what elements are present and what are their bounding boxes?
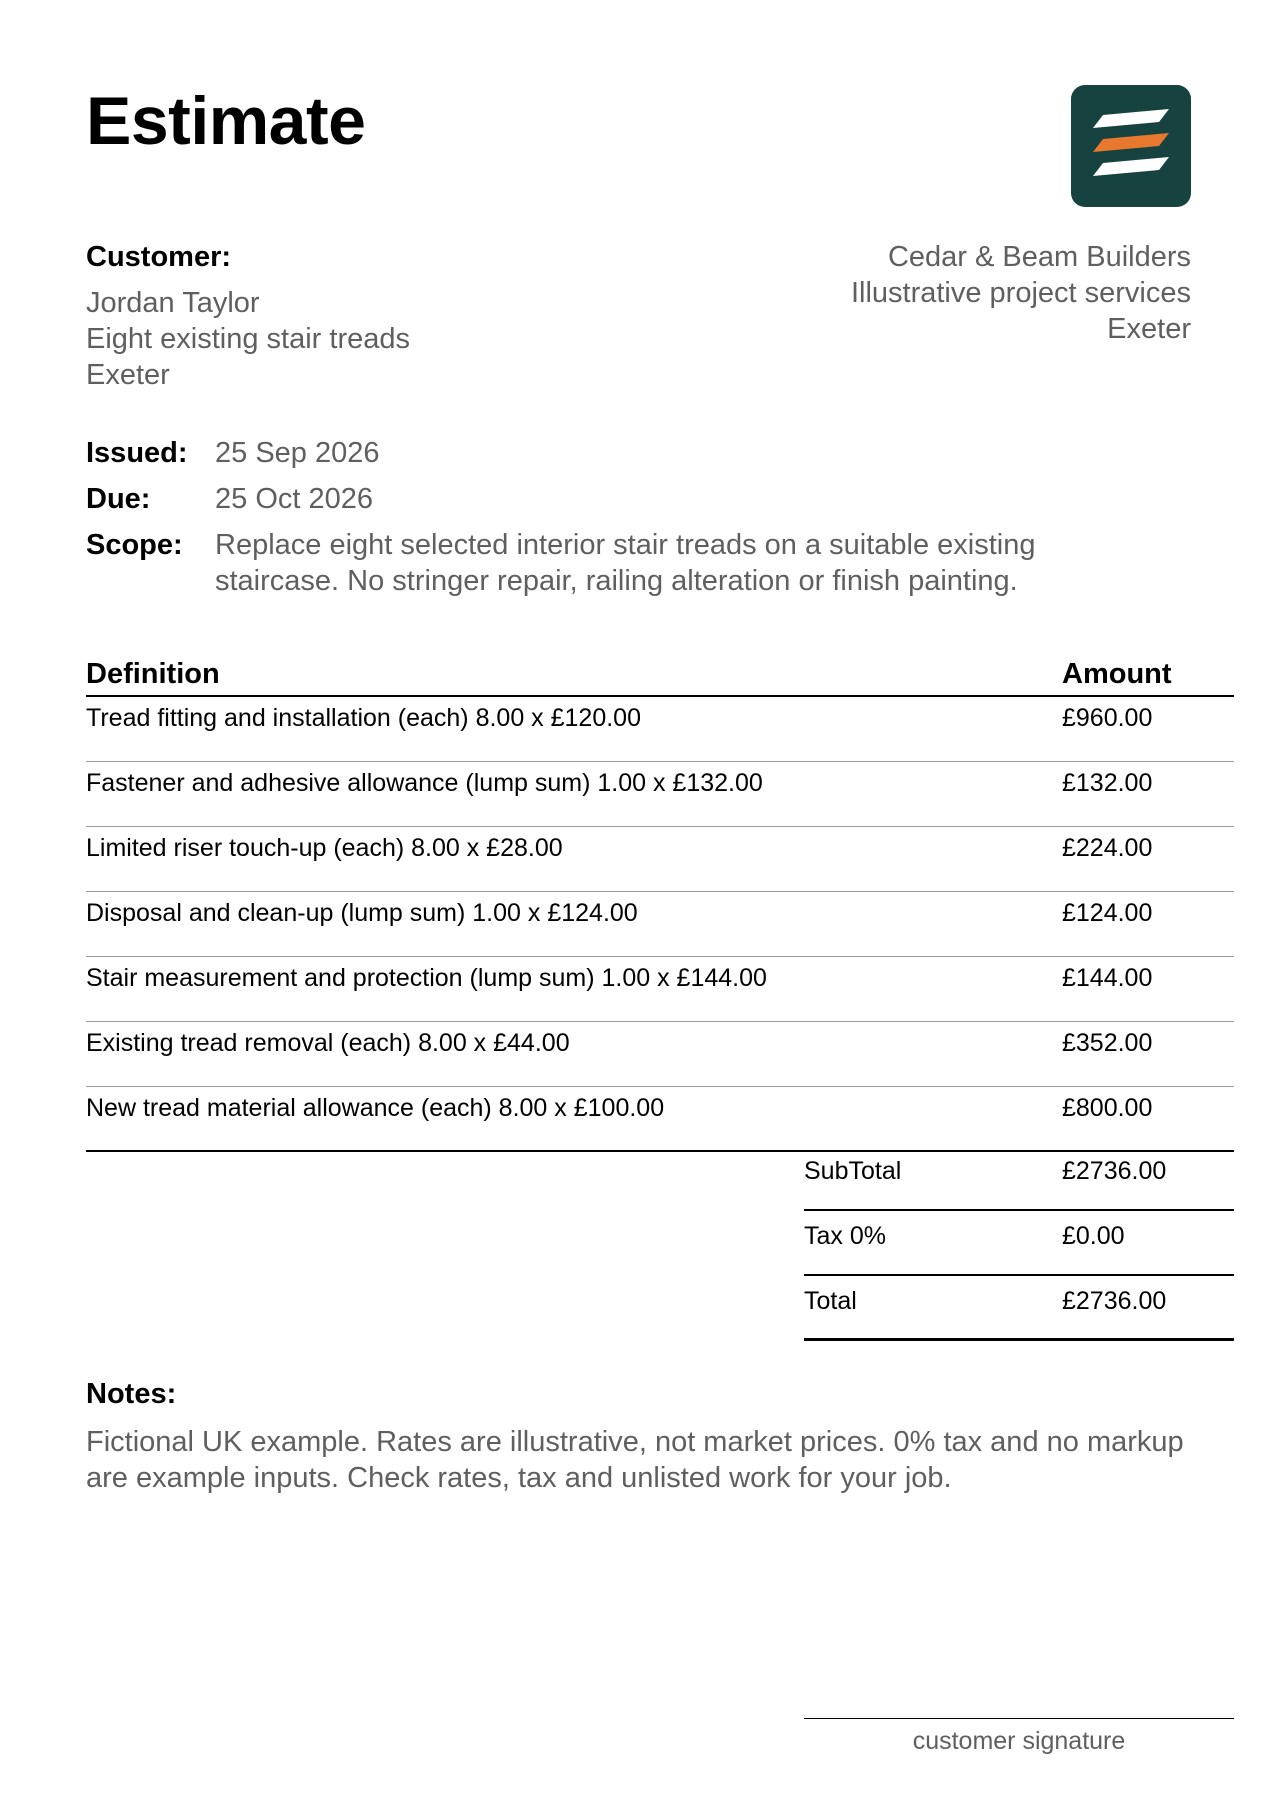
customer-details bbox=[86, 285, 410, 393]
company-name: Cedar & Beam Builders bbox=[887, 241, 1191, 273]
issued-date: 25 Sep 2026 bbox=[215, 437, 380, 469]
due-date: 25 Oct 2026 bbox=[215, 483, 373, 515]
due-label: Due: bbox=[86, 483, 151, 515]
tax-value: £0.00 bbox=[1062, 1222, 1125, 1250]
item-amount: £352.00 bbox=[1062, 1029, 1153, 1057]
stacked-planks-icon bbox=[1071, 85, 1191, 207]
item-amount: £960.00 bbox=[1062, 704, 1153, 732]
scope-row bbox=[86, 527, 1156, 599]
customer-label: Customer: bbox=[86, 241, 232, 273]
subtotal-value: £2736.00 bbox=[1062, 1157, 1167, 1185]
total-label: Total bbox=[804, 1287, 857, 1315]
item-description: Stair measurement and protection (lump sum) 1.00 x £144.00 bbox=[86, 964, 767, 992]
issued-row bbox=[86, 435, 1156, 471]
document-title: Estimate bbox=[86, 83, 366, 159]
table-row bbox=[86, 1087, 1234, 1152]
table-row bbox=[86, 892, 1234, 957]
total-row bbox=[804, 1276, 1234, 1341]
customer-location: Exeter bbox=[86, 359, 170, 391]
table-header bbox=[86, 652, 1234, 697]
item-description: Existing tread removal (each) 8.00 x £44.00 bbox=[86, 1029, 570, 1057]
table-row bbox=[86, 697, 1234, 762]
notes-text: Fictional UK example. Rates are illustrative, not market prices. 0% tax and no markup are example inputs. Check rates, tax and unlisted work for your job. bbox=[86, 1426, 1184, 1494]
due-row bbox=[86, 481, 1156, 517]
tax-row bbox=[804, 1211, 1234, 1276]
item-amount: £124.00 bbox=[1062, 899, 1153, 927]
item-description: Disposal and clean-up (lump sum) 1.00 x £124.00 bbox=[86, 899, 638, 927]
item-description: New tread material allowance (each) 8.00 x £100.00 bbox=[86, 1094, 665, 1122]
tax-label: Tax 0% bbox=[804, 1222, 886, 1250]
company-logo bbox=[1071, 85, 1191, 207]
customer-project: Eight existing stair treads bbox=[86, 323, 410, 355]
line-items-table bbox=[86, 652, 1234, 1152]
item-description: Tread fitting and installation (each) 8.00 x £120.00 bbox=[86, 704, 641, 732]
estimate-meta bbox=[86, 435, 1156, 609]
total-value: £2736.00 bbox=[1062, 1287, 1167, 1315]
item-amount: £224.00 bbox=[1062, 834, 1153, 862]
notes-label: Notes: bbox=[86, 1378, 177, 1410]
scope-label: Scope: bbox=[86, 529, 183, 561]
item-amount: £144.00 bbox=[1062, 964, 1153, 992]
scope-text: Replace eight selected interior stair treads on a suitable existing staircase. No stringer repair, railing alteration or finish painting. bbox=[215, 529, 1036, 597]
issued-label: Issued: bbox=[86, 437, 188, 469]
column-header-amount: Amount bbox=[1062, 658, 1172, 690]
item-amount: £132.00 bbox=[1062, 769, 1153, 797]
company-details bbox=[851, 239, 1191, 347]
item-amount: £800.00 bbox=[1062, 1094, 1153, 1122]
table-row bbox=[86, 827, 1234, 892]
item-description: Limited riser touch-up (each) 8.00 x £28.00 bbox=[86, 834, 563, 862]
company-tagline: Illustrative project services bbox=[850, 277, 1191, 309]
column-header-definition: Definition bbox=[86, 658, 220, 690]
subtotal-row bbox=[804, 1146, 1234, 1211]
customer-name: Jordan Taylor bbox=[86, 287, 260, 319]
company-location: Exeter bbox=[1107, 313, 1191, 345]
signature-label: customer signature bbox=[912, 1727, 1126, 1755]
signature-line bbox=[804, 1718, 1234, 1719]
table-row bbox=[86, 1022, 1234, 1087]
table-row bbox=[86, 957, 1234, 1022]
item-description: Fastener and adhesive allowance (lump sum) 1.00 x £132.00 bbox=[86, 769, 763, 797]
totals-block bbox=[804, 1146, 1234, 1341]
table-row bbox=[86, 762, 1234, 827]
subtotal-label: SubTotal bbox=[804, 1157, 902, 1185]
